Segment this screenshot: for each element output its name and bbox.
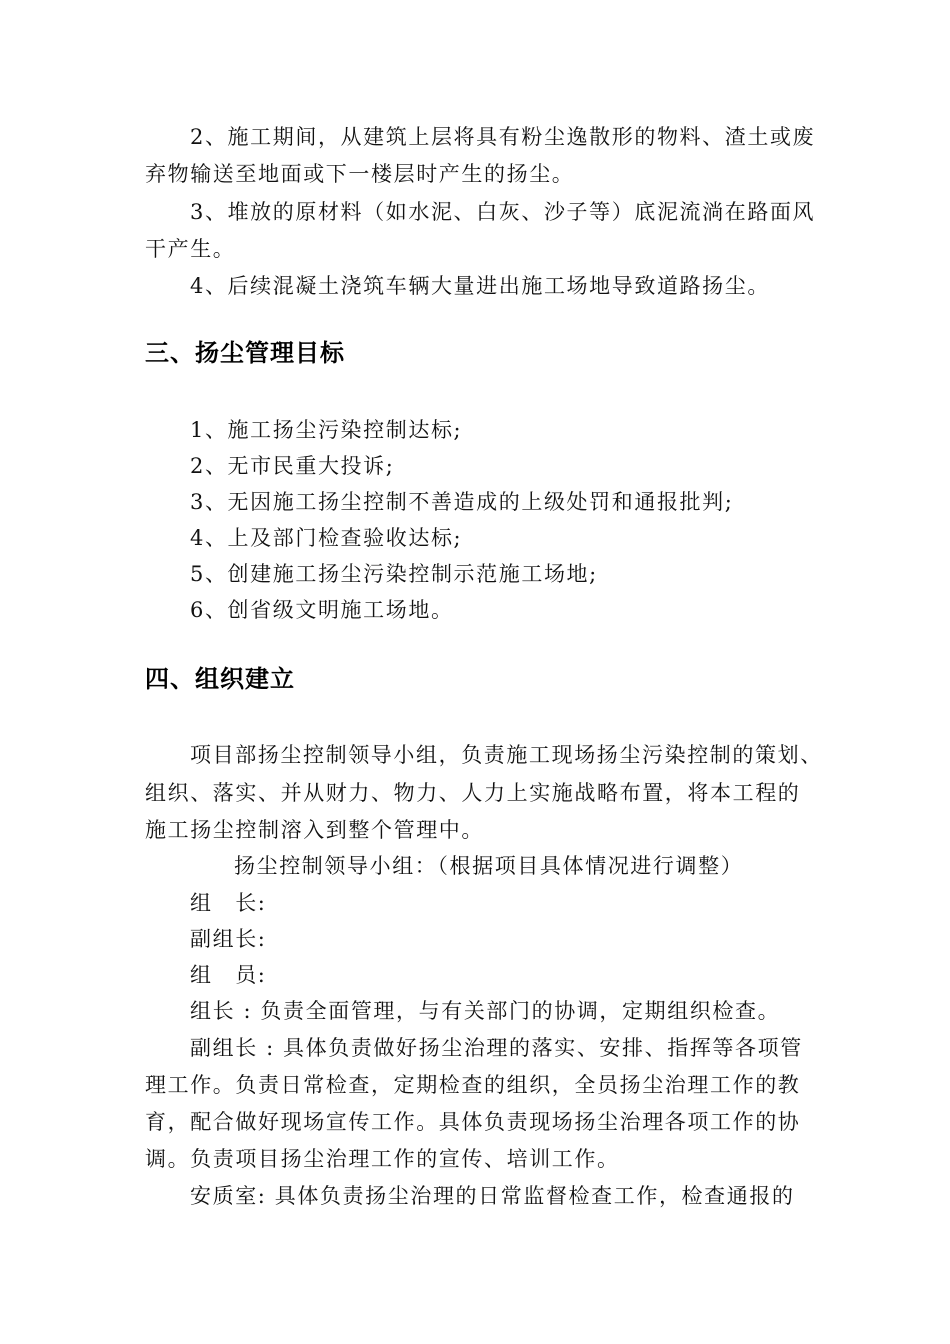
intro-item-2-line2: 弃物输送至地面或下一楼层时产生的扬尘。 <box>145 162 575 186</box>
intro-item-4-line1: 4、后续混凝土浇筑车辆大量进出施工场地导致道路扬尘。 <box>190 274 770 298</box>
leader-duty: 组长 : 负责全面管理，与有关部门的协调，定期组织检查。 <box>190 999 781 1023</box>
goal-item-5: 5、创建施工扬尘污染控制示范施工场地; <box>190 562 598 586</box>
goal-item-1: 1、施工扬尘污染控制达标; <box>190 418 463 442</box>
org-para-line3: 施工扬尘控制溶入到整个管理中。 <box>145 818 484 842</box>
intro-item-3-line1: 3、堆放的原材料（如水泥、白灰、沙子等）底泥流淌在路面风 <box>190 200 816 224</box>
goal-item-2: 2、无市民重大投诉; <box>190 454 395 478</box>
section-4-heading: 四、组织建立 <box>145 665 295 693</box>
goal-item-6: 6、创省级文明施工场地。 <box>190 598 454 622</box>
deputy-duty-line2: 理工作。负责日常检查，定期检查的组织，全员扬尘治理工作的教 <box>145 1073 801 1097</box>
org-para-line2: 组织、落实、并从财力、物力、人力上实施战略布置，将本工程的 <box>145 781 801 805</box>
deputy-duty-line3: 育，配合做好现场宣传工作。具体负责现场扬尘治理各项工作的协 <box>145 1110 801 1134</box>
goal-item-4: 4、上及部门检查验收达标; <box>190 526 463 550</box>
goal-item-3: 3、无因施工扬尘控制不善造成的上级处罚和通报批判; <box>190 490 734 514</box>
deputy-duty-line4: 调。负责项目扬尘治理工作的宣传、培训工作。 <box>145 1147 620 1171</box>
section-3-heading: 三、扬尘管理目标 <box>145 339 345 367</box>
leader-label: 组 长: <box>190 891 267 915</box>
org-para-line1: 项目部扬尘控制领导小组，负责施工现场扬尘污染控制的策划、 <box>190 743 823 767</box>
deputy-label: 副组长: <box>190 927 267 951</box>
safety-duty-line1: 安质室: 具体负责扬尘治理的日常监督检查工作，检查通报的 <box>190 1184 795 1208</box>
member-label: 组 员: <box>190 963 267 987</box>
intro-item-3-line2: 干产生。 <box>145 237 236 261</box>
deputy-duty-line1: 副组长 : 具体负责做好扬尘治理的落实、安排、指挥等各项管 <box>190 1036 803 1060</box>
intro-item-2-line1: 2、施工期间，从建筑上层将具有粉尘逸散形的物料、渣土或废 <box>190 125 816 149</box>
group-caption: 扬尘控制领导小组：（根据项目具体情况进行调整） <box>234 854 744 878</box>
